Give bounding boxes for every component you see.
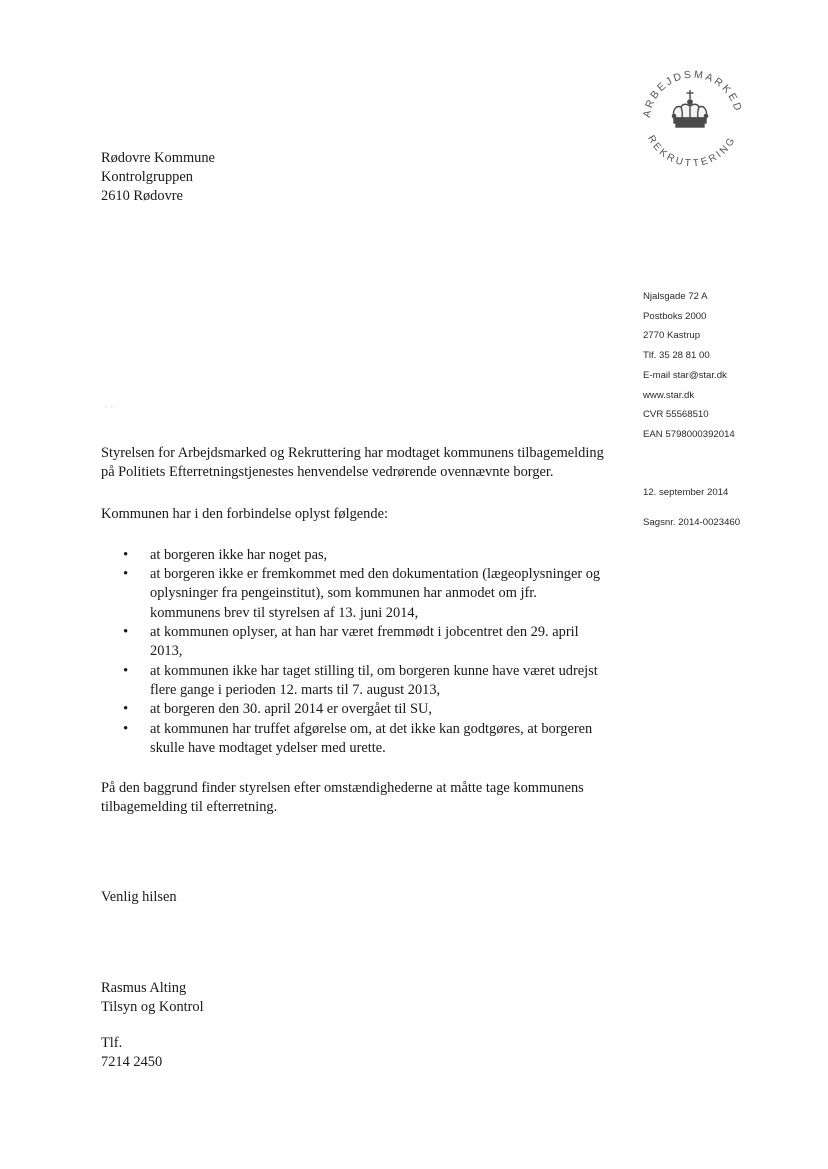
signer-name: Rasmus Alting	[101, 980, 187, 996]
recipient-name: Rødovre Kommune	[101, 150, 215, 166]
paragraph-conclusion: På den baggrund finder styrelsen efter omstændighederne at måtte tage kommunens tilbagemelding til efterretning.	[101, 780, 584, 816]
letter-date: 12. september 2014	[643, 487, 729, 498]
closing-greeting: Venlig hilsen	[101, 889, 177, 905]
recipient-department: Kontrolgruppen	[101, 169, 193, 185]
sender-cvr: CVR 55568510	[643, 409, 709, 421]
list-item: • at kommunen oplyser, at han har været fremmødt i jobcentret den 29. april 2013,	[101, 623, 606, 662]
recipient-address	[101, 149, 215, 206]
phone-label: Tlf.	[101, 1035, 123, 1051]
findings-list	[101, 546, 606, 758]
case-number: Sagsnr. 2014-0023460	[643, 517, 741, 528]
paragraph-intro: Styrelsen for Arbejdsmarked og Rekruttering har modtaget kommunens tilbagemelding på Politiets Efterretningstjenestes henvendelse vedrørende ovennævnte borger.	[101, 445, 604, 481]
seal-bottom-text: REKRUTTERING	[645, 133, 739, 170]
agency-seal-logo	[632, 58, 748, 174]
sender-city: 2770 Kastrup	[643, 330, 701, 342]
letter-body	[101, 444, 606, 862]
phone-number: 7214 2450	[101, 1054, 163, 1070]
sender-email: E-mail star@star.dk	[643, 369, 727, 381]
signer-department: Tilsyn og Kontrol	[101, 999, 204, 1015]
seal-top-text: ARBEJDSMARKED	[640, 68, 745, 119]
sender-postbox: Postboks 2000	[643, 310, 707, 322]
crown-icon	[672, 90, 707, 127]
sender-ean: EAN 5798000392014	[643, 428, 735, 440]
list-item: • at kommunen ikke har taget stilling til, om borgeren kunne have været udrejst flere gange i perioden 12. marts til 7. august 2013,	[101, 662, 606, 701]
sender-address: Njalsgade 72 A	[643, 291, 708, 302]
list-item: • at borgeren ikke er fremkommet med den dokumentation (lægeoplysninger og oplysninger fra pengeinstitut), som kommunen har anmodet om jfr. kommunens brev til styrelsen af 13. juni 2014,	[101, 565, 606, 623]
recipient-city: 2610 Rødovre	[101, 188, 183, 204]
sender-website: www.star.dk	[643, 389, 695, 401]
list-item: • at borgeren ikke har noget pas,	[101, 546, 606, 565]
scan-speck: ··	[104, 403, 118, 412]
svg-text:REKRUTTERING	[645, 134, 738, 170]
sender-phone: Tlf. 35 28 81 00	[643, 350, 710, 362]
list-item: • at borgeren den 30. april 2014 er overgået til SU,	[101, 700, 606, 719]
signature-block	[101, 979, 204, 1017]
sender-contact-block	[643, 287, 735, 445]
signer-phone-block	[101, 1034, 162, 1072]
paragraph-lead: Kommunen har i den forbindelse oplyst følgende:	[101, 505, 388, 522]
list-item: • at kommunen har truffet afgørelse om, at det ikke kan godtgøres, at borgeren skulle have modtaget ydelser med urette.	[101, 720, 606, 759]
